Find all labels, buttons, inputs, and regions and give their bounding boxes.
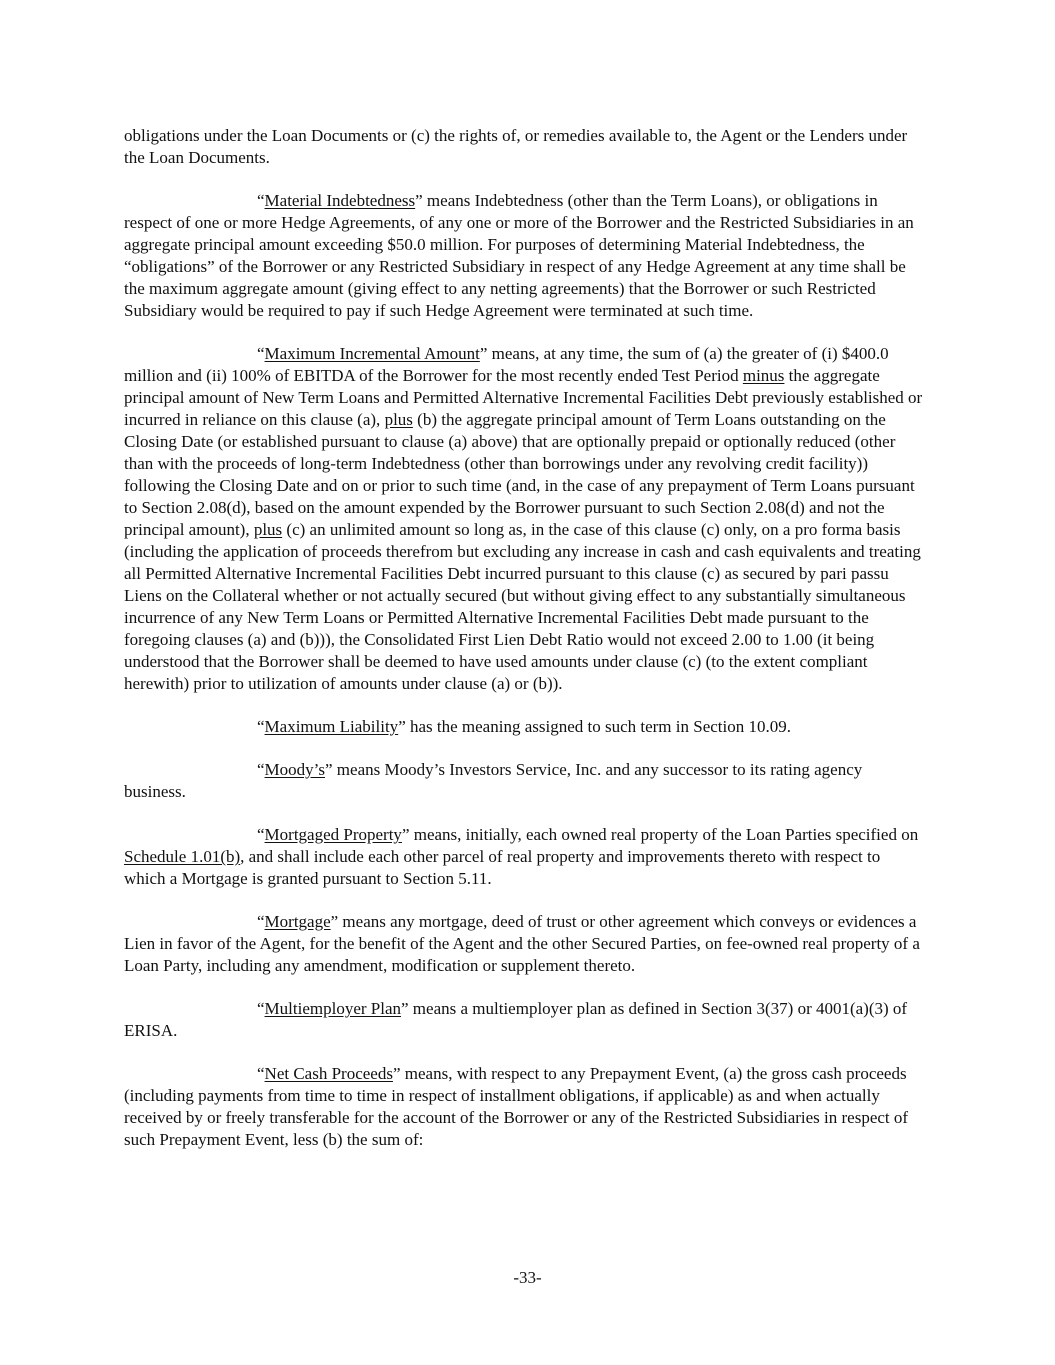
defined-term: Maximum Incremental Amount xyxy=(264,344,480,363)
defined-term: Mortgage xyxy=(264,912,331,931)
paragraph-text: ” means, initially, each owned real property of the Loan Parties specified on xyxy=(401,825,919,844)
definition-paragraph xyxy=(124,998,924,1042)
definition-paragraph xyxy=(124,759,924,803)
defined-term: minus xyxy=(742,366,785,385)
paragraph-text: “ xyxy=(257,344,265,363)
definition-paragraph xyxy=(124,190,924,322)
paragraph-text: ” means Moody’s Investors Service, Inc. and any successor to its rating agency business. xyxy=(124,760,863,801)
paragraph-text: the aggregate principal amount of New Term Loans and Permitted Alternative Incremental Facilities Debt previously established or incurred in reliance on this clause (a), xyxy=(124,366,923,429)
paragraph-text: “ xyxy=(257,1064,265,1083)
paragraph-text: ” has the meaning assigned to such term in Section 10.09. xyxy=(398,717,791,736)
definition-paragraph xyxy=(124,343,924,695)
paragraph-text: ” means a multiemployer plan as defined in Section 3(37) or 4001(a)(3) of ERISA. xyxy=(124,999,908,1040)
definition-paragraph xyxy=(124,125,924,169)
definition-paragraph xyxy=(124,824,924,890)
document-body xyxy=(124,125,924,1172)
paragraph-text: “ xyxy=(257,912,265,931)
paragraph-text: “ xyxy=(257,191,265,210)
paragraph-text: “ xyxy=(257,717,265,736)
defined-term: Moody’s xyxy=(264,760,326,779)
defined-term: Net Cash Proceeds xyxy=(264,1064,393,1083)
defined-term: Multiemployer Plan xyxy=(264,999,402,1018)
definition-paragraph xyxy=(124,1063,924,1151)
defined-term: plus xyxy=(253,520,283,539)
defined-term: Material Indebtedness xyxy=(264,191,416,210)
paragraph-text: “ xyxy=(257,760,265,779)
paragraph-text: , and shall include each other parcel of real property and improvements thereto with respect to which a Mortgage is granted pursuant to Section 5.11. xyxy=(124,847,881,888)
defined-term: Mortgaged Property xyxy=(264,825,402,844)
paragraph-text: (c) an unlimited amount so long as, in the case of this clause (c) only, on a pro forma basis (including the application of proceeds therefrom but excluding any increase in cash and cash equivalents and treating all Permitted Alternative Incremental Facilities Debt incurred pursuant to this clause (c) as secured by pari passu Liens on the Collateral whether or not actually secured (but without giving effect to any substantially simultaneous incurrence of any New Term Loans or Permitted Alternative Incremental Facilities Debt made pursuant to the foregoing clauses (a) and (b))), the Consolidated First Lien Debt Ratio would not exceed 2.00 to 1.00 (it being understood that the Borrower shall be deemed to have used amounts under clause (c) (to the extent compliant herewith) prior to utilization of amounts under clause (a) or (b)). xyxy=(124,520,921,693)
paragraph-text: ” means, at any time, the sum of (a) the greater of (i) $400.0 million and (ii) 100% of EBITDA of the Borrower for the most recently ended Test Period xyxy=(124,344,889,385)
paragraph-text: “ xyxy=(257,825,265,844)
definition-paragraph xyxy=(124,716,924,738)
defined-term: Maximum Liability xyxy=(264,717,399,736)
definition-paragraph xyxy=(124,911,924,977)
paragraph-text: ” means Indebtedness (other than the Term Loans), or obligations in respect of one or more Hedge Agreements, of any one or more of the Borrower and the Restricted Subsidiaries in an aggregate principal amount exceeding $50.0 million. For purposes of determining Material Indebtedness, the “obligations” of the Borrower or any Restricted Subsidiary in respect of any Hedge Agreement at any time shall be the maximum aggregate amount (giving effect to any netting agreements) that the Borrower or such Restricted Subsidiary would be required to pay if such Hedge Agreement were terminated at such time. xyxy=(124,191,914,320)
paragraph-text: ” means, with respect to any Prepayment Event, (a) the gross cash proceeds (including payments from time to time in respect of installment obligations, if applicable) as and when actually received by or freely transferable for the account of the Borrower or any of the Restricted Subsidiaries in respect of such Prepayment Event, less (b) the sum of: xyxy=(124,1064,909,1149)
paragraph-text: obligations under the Loan Documents or (c) the rights of, or remedies available to, the Agent or the Lenders under the Loan Documents. xyxy=(124,126,908,167)
paragraph-text: “ xyxy=(257,999,265,1018)
page-number: -33- xyxy=(513,1268,542,1287)
defined-term: plus xyxy=(384,410,413,429)
paragraph-text: ” means any mortgage, deed of trust or other agreement which conveys or evidences a Lien in favor of the Agent, for the benefit of the Agent and the other Secured Parties, on fee-owned real property of a Loan Party, including any amendment, modification or supplement thereto. xyxy=(124,912,920,975)
defined-term: Schedule 1.01(b) xyxy=(124,847,241,866)
paragraph-text: (b) the aggregate principal amount of Term Loans outstanding on the Closing Date (or established pursuant to clause (a) above) that are optionally prepaid or optionally reduced (other than with the proceeds of long-term Indebtedness (other than borrowings under any revolving credit facility)) following the Closing Date and on or prior to such time (and, in the case of any prepayment of Term Loans pursuant to Section 2.08(d), based on the amount expended by the Borrower pursuant to such Section 2.08(d) and not the principal amount), xyxy=(124,410,915,539)
